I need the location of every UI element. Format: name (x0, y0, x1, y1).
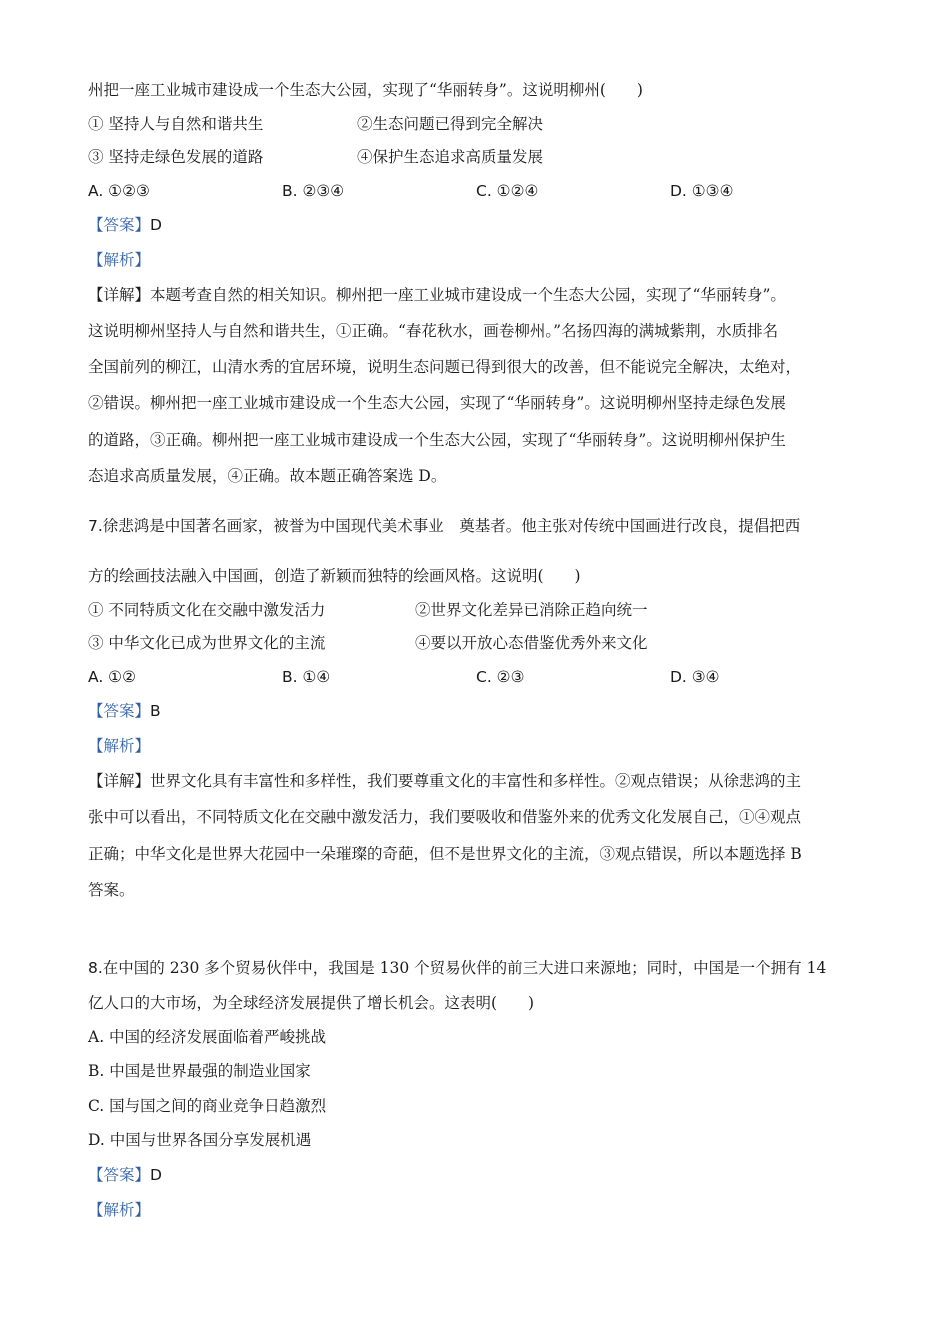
q6-option-a: A. ①②③ (88, 182, 150, 200)
q7-detail-line-1 (88, 771, 801, 791)
q6-option-b: B. ②③④ (282, 182, 345, 200)
q6-statement-2: ②生态问题已得到完全解决 (357, 115, 544, 133)
q7-detail-label: 【详解】 (88, 772, 151, 790)
q6-answer (88, 215, 162, 235)
q7-answer-label: 【答案】 (88, 702, 151, 720)
q6-detail-text-1: 本题考查自然的相关知识。柳州把一座工业城市建设成一个生态大公园，实现了“华丽转身”。 (150, 286, 786, 304)
q7-stem-line-2: 方的绘画技法融入中国画，创造了新颖而独特的绘画风格。这说明( ) (88, 567, 581, 585)
q7-stem-text-1: 徐悲鸿是中国著名画家，被誉为中国现代美术事业 奠基者。他主张对传统中国画进行改良，提倡把西 (102, 517, 801, 535)
q7-option-c: C. ②③ (476, 668, 525, 686)
q6-answer-value: D (150, 216, 162, 234)
q6-statement-4: ④保护生态追求高质量发展 (357, 148, 544, 166)
q6-detail-line-1 (88, 285, 786, 305)
q8-option-a: A. 中国的经济发展面临着严峻挑战 (88, 1028, 327, 1046)
q6-option-d: D. ①③④ (670, 182, 734, 200)
q7-option-d: D. ③④ (670, 668, 720, 686)
q6-detail-line-4: ②错误。柳州把一座工业城市建设成一个生态大公园，实现了“华丽转身”。这说明柳州坚持走绿色发展 (88, 394, 786, 412)
q7-analysis-label: 【解析】 (88, 737, 151, 755)
q6-detail-line-3: 全国前列的柳江，山清水秀的宜居环境，说明生态问题已得到很大的改善，但不能说完全解决，太绝对， (88, 358, 802, 376)
q8-answer (88, 1165, 162, 1185)
q7-detail-line-3: 正确；中华文化是世界大花园中一朵璀璨的奇葩，但不是世界文化的主流，③观点错误，所以本题选择 B (88, 845, 802, 863)
q6-statement-3: ③ 坚持走绿色发展的道路 (88, 148, 264, 166)
q7-statement-2: ②世界文化差异已消除正趋向统一 (415, 601, 648, 619)
q7-detail-line-4: 答案。 (88, 881, 135, 899)
q8-answer-value: D (150, 1166, 162, 1184)
q8-analysis-label: 【解析】 (88, 1201, 151, 1219)
q7-statement-3: ③ 中华文化已成为世界文化的主流 (88, 634, 326, 652)
q7-option-b: B. ①④ (282, 668, 331, 686)
q8-answer-label: 【答案】 (88, 1166, 151, 1184)
q7-detail-line-2: 张中可以看出，不同特质文化在交融中激发活力，我们要吸收和借鉴外来的优秀文化发展自己，①④观点 (88, 808, 802, 826)
q8-option-d: D. 中国与世界各国分享发展机遇 (88, 1131, 312, 1149)
q8-option-b: B. 中国是世界最强的制造业国家 (88, 1062, 311, 1080)
q8-stem-text-1: 在中国的 230 多个贸易伙伴中，我国是 130 个贸易伙伴的前三大进口来源地；同时，中国是一个拥有 14 (102, 959, 827, 977)
q7-answer-value: B (150, 702, 161, 720)
q6-stem-tail: 州把一座工业城市建设成一个生态大公园，实现了“华丽转身”。这说明柳州( ) (88, 81, 643, 99)
q6-option-c: C. ①②④ (476, 182, 539, 200)
q8-stem-line-1 (88, 958, 826, 978)
q7-number: 7. (88, 517, 103, 535)
q8-option-c: C. 国与国之间的商业竞争日趋激烈 (88, 1097, 327, 1115)
q6-statement-1: ① 坚持人与自然和谐共生 (88, 115, 264, 133)
q7-statement-1: ① 不同特质文化在交融中激发活力 (88, 601, 326, 619)
q7-answer (88, 701, 161, 721)
q6-detail-line-5: 的道路，③正确。柳州把一座工业城市建设成一个生态大公园，实现了“华丽转身”。这说明柳州保护生 (88, 431, 786, 449)
q6-detail-label: 【详解】 (88, 286, 151, 304)
q6-detail-line-2: 这说明柳州坚持人与自然和谐共生，①正确。“春花秋水，画卷柳州。”名扬四海的满城紫荆，水质排名 (88, 322, 779, 340)
q7-stem-line-1 (88, 516, 800, 536)
q7-detail-text-1: 世界文化具有丰富性和多样性，我们要尊重文化的丰富性和多样性。②观点错误；从徐悲鸿的主 (150, 772, 802, 790)
q7-option-a: A. ①② (88, 668, 136, 686)
q6-answer-label: 【答案】 (88, 216, 151, 234)
q7-statement-4: ④要以开放心态借鉴优秀外来文化 (415, 634, 648, 652)
q6-detail-line-6: 态追求高质量发展，④正确。故本题正确答案选 D。 (88, 467, 447, 485)
q8-number: 8. (88, 959, 103, 977)
q8-stem-line-2: 亿人口的大市场，为全球经济发展提供了增长机会。这表明( ) (88, 994, 535, 1012)
q6-analysis-label: 【解析】 (88, 251, 151, 269)
